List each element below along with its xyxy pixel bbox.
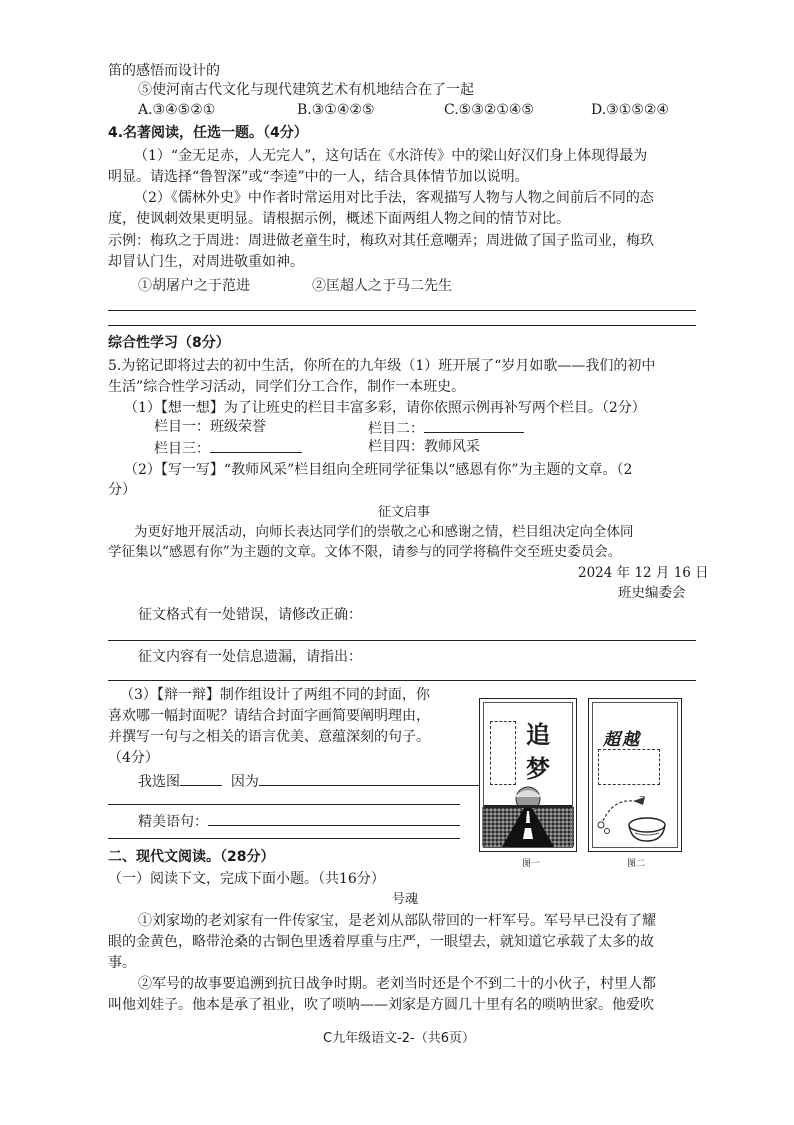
cover-1 [479, 698, 577, 852]
essay-p1-b: 眼的金黄色，略带沧桑的古铜色里透着厚重与庄严，一眼望去，就知道它承载了太多的故 [108, 934, 654, 950]
q5-sub2-a: （2）【写一写】“教师风采”栏目组向全班同学征集以“感恩有你”为主题的文章。（2 [124, 462, 633, 478]
q4-p1-b: 明显。请选择“鲁智深”或“李逵”中的一人，结合具体情节加以说明。 [108, 169, 529, 185]
answer-line[interactable] [108, 680, 696, 681]
q3-option-c: C.⑤③②①④⑤ [444, 102, 534, 118]
q5-sub1: （1）【想一想】为了让班史的栏目丰富多彩，请你依照示例再补写两个栏目。（2分） [124, 400, 646, 416]
notice-line-a: 为更好地开展活动，向师长表达同学们的崇敬之心和感谢之情，栏目组决定向全体同 [134, 524, 634, 540]
essay-title: 号魂 [392, 892, 419, 907]
answer-line[interactable] [108, 838, 460, 839]
answer-line[interactable] [108, 804, 460, 805]
cover-1-char-2: 梦 [526, 755, 550, 783]
choice-blank[interactable] [180, 771, 222, 786]
q4-pair1: ①胡屠户之于范进 [138, 278, 250, 294]
q5-intro-b: 生活”综合性学习活动，同学们分工合作，制作一本班史。 [108, 379, 466, 395]
cover-1-caption: 图一 [522, 859, 541, 869]
cover-2 [588, 698, 682, 852]
essay-p1-a: ①刘家坳的老刘家有一件传家宝，是老刘从部队带回的一杆军号。军号早已没有了耀 [138, 913, 656, 929]
cover-2-title: 超越 [603, 730, 641, 750]
q5-col4: 栏目四：教师风采 [368, 439, 480, 455]
svg-text:~: ~ [639, 792, 646, 801]
notice-title: 征文启事 [378, 505, 431, 520]
q3-option-a: A.③④⑤②① [138, 102, 216, 118]
column-blank[interactable] [210, 438, 302, 453]
choose-line: 我选图 因为 [138, 771, 483, 791]
q5-sub3-b: 喜欢哪一幅封面呢？请结合封面字画简要阐明理由， [108, 708, 430, 724]
section2-sub: （一）阅读下文，完成下面小题。（共16分） [108, 871, 385, 887]
cover-1-char-1: 追 [526, 721, 550, 749]
essay-p2-a: ②军号的故事要追溯到抗日战争时期。老刘当时还是个不到二十的小伙子，村里人都 [138, 976, 656, 992]
format-question: 征文格式有一处错误，请修改正确： [138, 607, 362, 623]
notice-line-b: 学征集以“感恩有你”为主题的文章。文体不限，请参与的同学将稿件交至班史委员会。 [108, 544, 622, 560]
q5-sub3-c: 并撰写一句与之相关的语言优美、意蕴深刻的句子。 [108, 729, 430, 745]
sentence-blank[interactable] [208, 811, 460, 826]
cover-2-caption: 图二 [627, 859, 646, 869]
column-blank[interactable] [424, 418, 524, 433]
q5-sub3-a: （3）【辩一辩】制作组设计了两组不同的封面，你 [120, 687, 430, 703]
content-question: 征文内容有一处信息遗漏，请指出： [138, 649, 362, 665]
q5-intro-a: 5.为铭记即将过去的初中生活，你所在的九年级（1）班开展了“岁月如歌——我们的初中 [108, 358, 656, 374]
essay-p1-c: 事。 [108, 955, 136, 971]
q4-example-b: 却冒认门生，对周进敬重如神。 [108, 254, 304, 270]
q4-pair2: ②匡超人之于马二先生 [312, 278, 452, 294]
section2-title: 二、现代文阅读。（28分） [108, 849, 275, 865]
q5-col3: 栏目三： [154, 438, 302, 458]
q4-p2-a: （2）《儒林外史》中作者时常运用对比手法，客观描写人物与人物之间前后不同的态 [134, 190, 654, 206]
q5-col1: 栏目一：班级荣誉 [154, 419, 266, 435]
answer-line[interactable] [108, 640, 696, 641]
notice-signature: 班史编委会 [618, 585, 686, 601]
page-footer: C九年级语文-2-（共6页） [323, 1031, 476, 1046]
reason-blank[interactable] [259, 771, 483, 786]
sentence-line: 精美语句： [138, 811, 460, 831]
q3-option-b: B.③①④②⑤ [297, 102, 375, 118]
q3-item5: ⑤使河南古代文化与现代建筑艺术有机地结合在了一起 [138, 82, 474, 98]
essay-p2-b: 叫他刘娃子。他本是承了祖业，吹了唢呐——刘家是方圆几十里有名的唢呐世家。他爱吹 [108, 997, 654, 1013]
section-title-zonghe: 综合性学习（8分） [108, 335, 230, 351]
q3-option-d: D.③①⑤②④ [591, 102, 669, 118]
q4-title: 4.名著阅读，任选一题。（4分） [108, 125, 308, 141]
notice-date: 2024 年 12 月 16 日 [578, 565, 709, 581]
answer-line[interactable] [108, 310, 696, 311]
q5-sub3-d: （4分） [108, 750, 159, 766]
q4-p2-b: 度，使讽刺效果更明显。请根据示例，概述下面两组人物之间的情节对比。 [108, 211, 570, 227]
q4-p1-a: （1）“金无足赤，人无完人”，这句话在《水浒传》中的梁山好汉们身上体现得最为 [134, 148, 648, 164]
q5-sub2-b: 分） [108, 482, 136, 498]
q4-example-a: 示例：梅玖之于周进：周进做老童生时，梅玖对其任意嘲弄；周进做了国子监司业，梅玖 [108, 233, 654, 249]
answer-line[interactable] [108, 325, 696, 326]
q5-col2: 栏目二： [368, 418, 524, 438]
q3-line-end: 笛的感悟而设计的 [108, 63, 220, 79]
